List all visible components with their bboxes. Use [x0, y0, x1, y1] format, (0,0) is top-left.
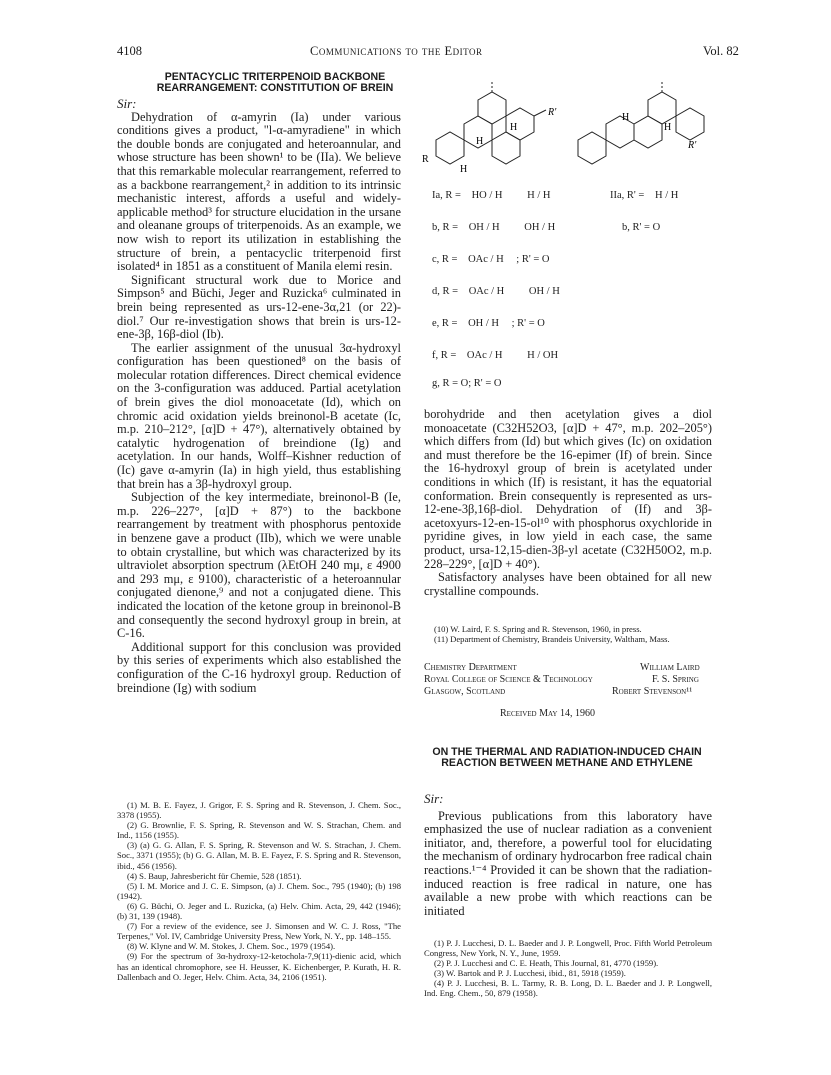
article-body-left	[117, 97, 401, 695]
compound-r: OH / H	[468, 318, 500, 329]
affiliation-college: Royal College of Science & Technology	[424, 674, 593, 685]
paragraph-1: Previous publications from this laboratory have emphasized the use of nuclear radiation as a convenient initiator, and, therefore, a powerful tool for elucidating the mechanism of ordinary hydrocarbon free radical chain reactions.¹⁻⁴ Provided it can be shown that the radiation-induced reaction is free radical in nature, one has available a new probe with which reactions can be initiated	[424, 808, 712, 918]
compound-id: d, R =	[432, 286, 459, 297]
compound-id: e, R =	[432, 318, 458, 329]
paragraph-1: Dehydration of α-amyrin (Ia) under various conditions gives a product, "l-α-amyradiene" in which the double bonds are conjugated and heteroannular, and whose structure has been shown¹ to be (IIa). We believe that this remarkable molecular rearrangement, referred to as a backbone rearrangement,² in addition to its intrinsic mechanistic interest, affords a useful and widely-applicable method³ for structure elucidation in the ursane and oleanane groups of triterpenoids. As an example, we now wish to report its utilization in establishing the structure of brein, a pentacyclic triterpenoid first isolated⁴ in 1851 as a constituent of Manila elemi resin.	[117, 109, 401, 274]
compound-row	[432, 318, 545, 330]
compound-r: OAc / H	[468, 254, 504, 265]
volume-label: Vol. 82	[703, 44, 739, 58]
compound-r: OAc / H	[468, 286, 505, 297]
footnote: (10) W. Laird, F. S. Spring and R. Stevenson, 1960, in press.	[434, 624, 642, 634]
affiliation-city: Glasgow, Scotland	[424, 686, 506, 697]
journal-section-title: Communications to the Editor	[310, 44, 483, 58]
compound-id: Ia, R =	[432, 190, 461, 201]
structure-I-label-h1: H	[510, 122, 518, 133]
structure-I-label-h2: H	[476, 136, 484, 147]
structure-II-label-rp: R'	[688, 140, 697, 151]
footnotes-right	[424, 624, 712, 644]
compound-row	[432, 378, 501, 390]
structure-I-label-h3: H	[460, 164, 468, 175]
article-title: PENTACYCLIC TRITERPENOID BACKBONE REARRANGEMENT: CONSTITUTION OF BREIN	[156, 71, 394, 95]
footnotes-left	[117, 800, 401, 982]
footnote: (9) For the spectrum of 3α-hydroxy-12-ketochola-7,9(11)-dienic acid, which has an identical chromophore, see H. Heusser, K. Eichenberger, P. Kurath, H. R. Dallenbach and O. Jeger, Helv. Chim. Acta, 34, 2106 (1951).	[117, 951, 401, 982]
compound-id: c, R =	[432, 254, 458, 265]
compound-id: IIa, R' =	[610, 190, 645, 201]
footnote: (3) W. Bartok and P. J. Lucchesi, ibid., 81, 5918 (1959).	[434, 968, 626, 979]
compound-row	[622, 222, 660, 234]
footnote: (3) (a) G. G. Allan, F. S. Spring, R. Stevenson and W. S. Strachan, J. Chem. Soc., 3371 (1955); (b) G. G. Allan, M. B. E. Fayez, F. S. Spring and R. Stevenson, ibid., 456 (1956).	[117, 840, 401, 871]
compound-rp: OH / H	[528, 286, 560, 297]
compound-row	[610, 190, 678, 202]
salutation: Sir:	[424, 791, 444, 806]
paragraph-7: Satisfactory analyses have been obtained for all new crystalline compounds.	[424, 570, 712, 598]
footnote: (4) P. J. Lucchesi, B. L. Tarmy, R. B. Long, D. L. Baeder and J. P. Longwell, Ind. Eng. Chem., 50, 879 (1958).	[424, 978, 712, 999]
footnote: (4) S. Baup, Jahresbericht für Chemie, 528 (1851).	[127, 870, 302, 881]
paragraph-2: Significant structural work due to Morice and Simpson⁵ and Büchi, Jeger and Ruzicka⁶ culminated in brein being represented as urs-12-ene-3α,21 (or 22)-diol.⁷ Our re-investigation shows that brein is urs-12-ene-3β, 16β-diol (Ib).	[117, 272, 401, 342]
article-title: ON THE THERMAL AND RADIATION-INDUCED CHAIN REACTION BETWEEN METHANE AND ETHYLENE	[432, 746, 702, 770]
structure-I	[436, 82, 546, 164]
compound-rp: H / H	[654, 190, 679, 201]
compound-id: b, R' = O	[622, 222, 661, 233]
structure-I-label-r: R	[422, 154, 429, 165]
structure-II	[578, 82, 704, 164]
article-body-right	[424, 408, 712, 598]
compound-row	[432, 190, 550, 202]
compound-rp: H / H	[527, 190, 551, 201]
footnote: (11) Department of Chemistry, Brandeis University, Waltham, Mass.	[434, 634, 670, 645]
structure-I-label-rp: R'	[548, 107, 557, 118]
footnote: (2) G. Brownlie, F. S. Spring, R. Stevenson and W. S. Strachan, Chem. and Ind., 1156 (1955).	[117, 820, 401, 841]
compound-row	[432, 254, 550, 266]
compound-row	[432, 286, 560, 298]
author-name: F. S. Spring	[652, 674, 699, 685]
compound-id: g, R = O; R' = O	[432, 378, 502, 389]
affiliation-dept: Chemistry Department	[424, 662, 517, 673]
compound-r: OH / H	[468, 222, 500, 233]
compound-rp: ; R' = O	[516, 254, 550, 265]
paragraph-4: Subjection of the key intermediate, breinonol-B (Ie, m.p. 226–227°, [α]D + 87°) to the backbone rearrangement by treatment with phosphorus pentoxide in benzene gave a product (IIb), which we were unable to obtain crystalline, but which was characterized by its ultraviolet absorption spectrum (λEtOH 240 mμ, ε 4900 and 293 mμ, ε 9100), characteristic of a heteroannular conjugated dienone,⁹ and not a conjugated diene. This indicated the location of the ketone group in breinonol-B and consequently the second hydroxyl group in brein, at C-16.	[117, 490, 401, 641]
compound-id: f, R =	[432, 350, 457, 361]
received-date: Received May 14, 1960	[500, 708, 595, 719]
salutation: Sir:	[117, 96, 137, 111]
compound-row	[432, 350, 558, 362]
page-number: 4108	[117, 44, 142, 58]
author-name: William Laird	[640, 662, 700, 673]
footnotes-article-2	[424, 938, 712, 999]
paragraph-5: Additional support for this conclusion was provided by this series of experiments which also established the configuration of the C-16 hydroxyl group. Reduction of breindione (Ig) with sodium	[117, 639, 401, 695]
compound-r: HO / H	[471, 190, 503, 201]
footnote: (1) P. J. Lucchesi, D. L. Baeder and J. P. Longwell, Proc. Fifth World Petroleum Congress, New York, N. Y., June, 1959.	[424, 938, 712, 959]
footnote: (2) P. J. Lucchesi and C. E. Heath, This Journal, 81, 4770 (1959).	[434, 958, 659, 969]
author-name: Robert Stevenson¹¹	[612, 686, 693, 697]
footnote: (1) M. B. E. Fayez, J. Grigor, F. S. Spring and R. Stevenson, J. Chem. Soc., 3378 (1955).	[117, 800, 401, 821]
structure-II-label-h1: H	[622, 112, 630, 123]
compound-id: b, R =	[432, 222, 459, 233]
structure-figure	[418, 80, 708, 175]
compound-rp: H / OH	[527, 350, 559, 361]
footnote: (8) W. Klyne and W. M. Stokes, J. Chem. Soc., 1979 (1954).	[127, 941, 336, 952]
compound-r: OAc / H	[466, 350, 503, 361]
structure-II-label-h2: H	[664, 122, 672, 133]
footnote: (6) G. Büchi, O. Jeger and L. Ruzicka, (a) Helv. Chim. Acta, 29, 442 (1946); (b) 31, 139 (1948).	[117, 900, 401, 922]
article-body-2	[424, 792, 712, 918]
compound-rp: ; R' = O	[511, 318, 545, 329]
footnote: (7) For a review of the evidence, see J. Simonsen and W. C. J. Ross, "The Terpenes," Vol. IV, Cambridge University Press, New York, N. Y., pp. 148–155.	[117, 921, 401, 942]
compound-row	[432, 222, 555, 234]
paragraph-6: borohydride and then acetylation gives a diol monoacetate (C32H52O3, [α]D + 47°, m.p. 202–205°) which differs from (Id) but which gives (Ic) on oxidation and must therefore be the 16-epimer (If) of brein. Since the 16-hydroxyl group of brein is acetylated under conditions in which (If) is resistant, it has the equatorial conformation. Brein consequently is represented as urs-12-ene-3β,16β-diol. Dehydration of (If) and 3β-acetoxyurs-12-en-15-ol¹⁰ with phosphorus oxychloride in pyridine gives, in low yield in each case, the same product, ursa-12,15-dien-3β-yl acetate (C32H50O2, m.p. 228–229°, [α]D + 40°).	[424, 407, 712, 571]
footnote: (5) I. M. Morice and J. C. E. Simpson, (a) J. Chem. Soc., 795 (1940); (b) 198 (1942).	[117, 880, 401, 901]
paragraph-3: The earlier assignment of the unusual 3α-hydroxyl configuration has been questioned⁸ on the basis of molecular rotation differences. Direct chemical evidence on the 3-configuration was adduced. Partial acetylation of brein gives the diol monoacetate (Id), which on chromic acid oxidation yields breinonol-B acetate (Ic, m.p. 210–212°, [α]D + 47°), alternatively obtained by catalytic hydrogenation of breindione (Ig) and acetylation. In our hands, Wolff–Kishner reduction of (Ic) gave α-amyrin (Ia) in high yield, thus establishing that brein has a 3β-hydroxyl group.	[117, 340, 401, 491]
compound-rp: OH / H	[524, 222, 556, 233]
